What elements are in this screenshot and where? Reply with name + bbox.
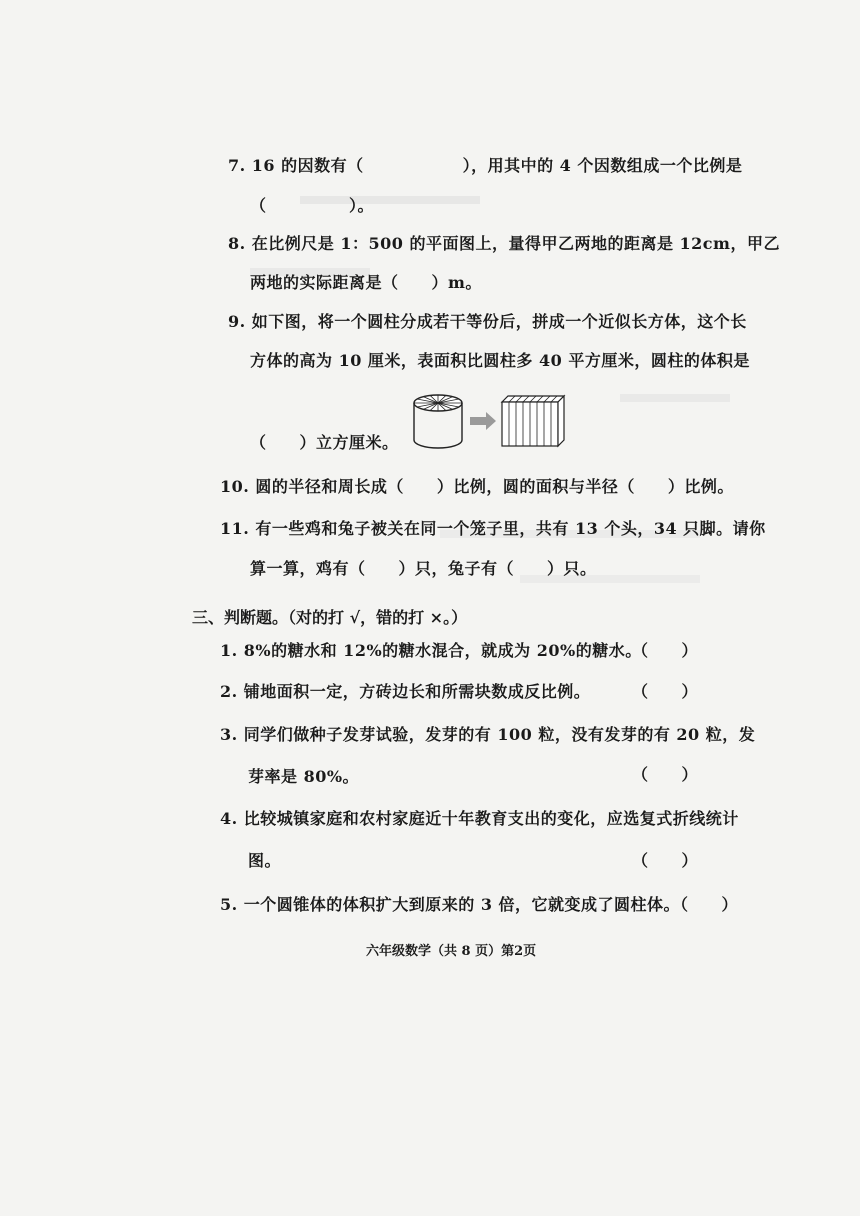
judge-3-text-line-2: 芽率是 80%。: [248, 767, 360, 786]
judge-1-text: 1. 8%的糖水和 12%的糖水混合，就成为 20%的糖水。: [220, 641, 642, 660]
judge-3-answer-paren: （ ）: [632, 765, 699, 784]
judge-2-answer-paren: （ ）: [632, 682, 699, 701]
question-7-line-1: 7. 16 的因数有（ ），用其中的 4 个因数组成一个比例是: [228, 156, 743, 175]
judge-5-text: 5. 一个圆锥体的体积扩大到原来的 3 倍，它就变成了圆柱体。（ ）: [220, 895, 739, 914]
judge-2-text: 2. 铺地面积一定，方砖边长和所需块数成反比例。: [220, 682, 591, 701]
cylinder-to-cuboid-figure: [408, 390, 568, 452]
question-10-line-1: 10. 圆的半径和周长成（ ）比例，圆的面积与半径（ ）比例。: [220, 477, 734, 496]
arrow-icon: [470, 412, 496, 430]
question-11-line-2: 算一算，鸡有（ ）只，兔子有（ ）只。: [250, 559, 597, 578]
cylinder-icon: [414, 395, 462, 448]
judge-4-text-line-2: 图。: [248, 851, 282, 870]
page-footer: 六年级数学（共 8 页）第2页: [366, 944, 537, 959]
question-8-line-1: 8. 在比例尺是 1：500 的平面图上，量得甲乙两地的距离是 12cm，甲乙: [228, 234, 780, 253]
question-9-line-1: 9. 如下图，将一个圆柱分成若干等份后，拼成一个近似长方体，这个长: [228, 312, 747, 331]
judge-3-text: 3. 同学们做种子发芽试验，发芽的有 100 粒，没有发芽的有 20 粒，发: [220, 725, 756, 744]
judge-4-text: 4. 比较城镇家庭和农村家庭近十年教育支出的变化，应选复式折线统计: [220, 809, 739, 828]
question-11-line-1: 11. 有一些鸡和兔子被关在同一个笼子里，共有 13 个头，34 只脚。请你: [220, 519, 766, 538]
question-7-line-2: （ ）。: [250, 196, 375, 215]
bleed-through-mark: [620, 394, 730, 402]
section-3-title: 三、判断题。（对的打 √，错的打 ×。）: [192, 608, 468, 627]
question-9-line-2: 方体的高为 10 厘米，表面积比圆柱多 40 平方厘米，圆柱的体积是: [250, 351, 750, 370]
cuboid-icon: [502, 396, 564, 446]
question-9-line-3: （ ）立方厘米。: [250, 433, 399, 452]
judge-4-answer-paren: （ ）: [632, 851, 699, 870]
question-8-line-2: 两地的实际距离是（ ）m。: [250, 273, 482, 292]
judge-1-answer-paren: （ ）: [632, 641, 699, 660]
